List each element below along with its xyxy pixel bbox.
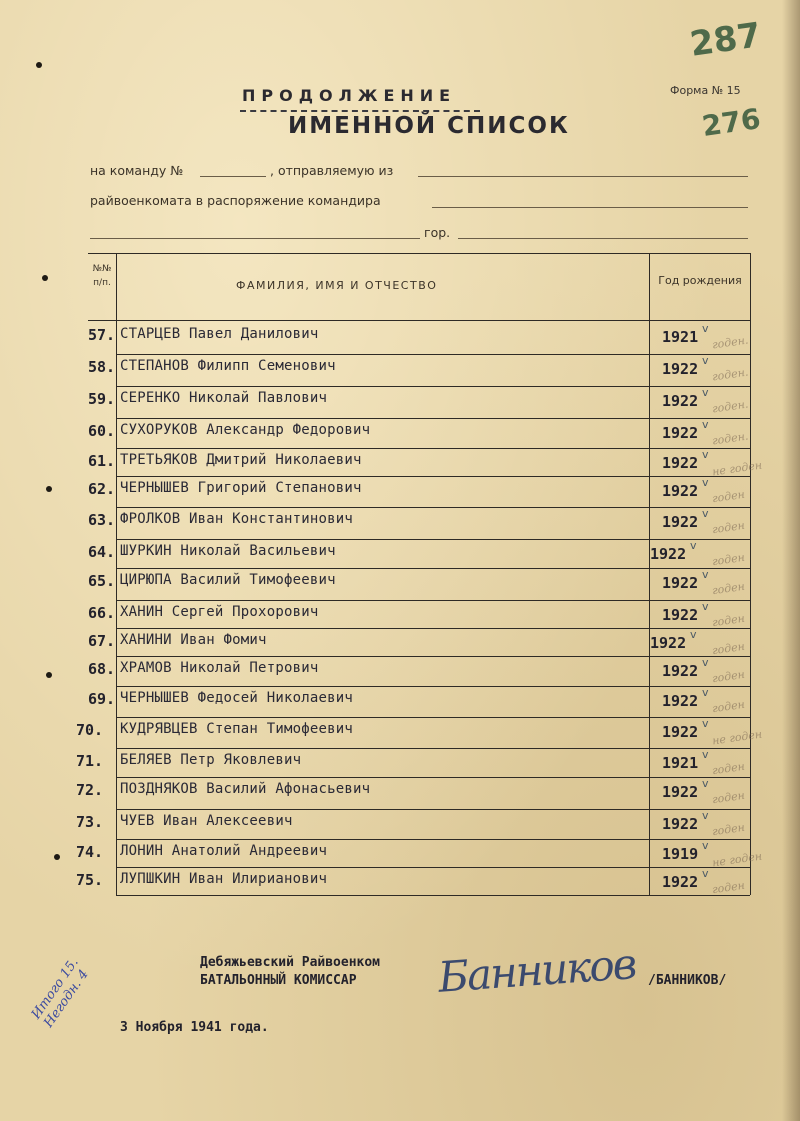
row-number: 67. xyxy=(88,632,116,650)
row-full-name: ХАНИН Сергей Прохорович xyxy=(120,604,319,620)
punch-hole xyxy=(42,275,48,281)
row-birth-year: 1922 xyxy=(662,783,699,801)
row-divider xyxy=(116,867,750,868)
punch-hole xyxy=(46,672,52,678)
sent-from-label: , отправляемую из xyxy=(270,163,394,178)
row-divider xyxy=(116,748,750,749)
margin-handwritten-note: Итого 15. Негодн. 4 xyxy=(28,955,92,1031)
city-label: гор. xyxy=(424,225,451,240)
row-number: 70. xyxy=(76,721,104,739)
check-mark: v xyxy=(690,628,697,641)
row-birth-year: 1922 xyxy=(662,606,699,624)
check-mark: v xyxy=(702,448,709,461)
handwritten-signature: Банников xyxy=(436,939,637,1002)
row-number: 58. xyxy=(88,358,116,376)
row-birth-year: 1922 xyxy=(662,662,699,680)
row-full-name: ХАНИНИ Иван Фомич xyxy=(120,632,267,648)
row-divider xyxy=(116,539,750,540)
row-fitness-note: не годен xyxy=(711,849,763,870)
row-birth-year: 1919 xyxy=(662,845,699,863)
row-divider xyxy=(116,777,750,778)
dashed-underline xyxy=(240,110,480,112)
row-birth-year: 1922 xyxy=(662,873,699,891)
row-birth-year: 1922 xyxy=(662,360,699,378)
row-number: 74. xyxy=(76,843,104,861)
row-divider xyxy=(116,354,750,355)
row-number: 73. xyxy=(76,813,104,831)
row-full-name: ЧЕРНЫШЕВ Григорий Степанович xyxy=(120,480,362,496)
check-mark: v xyxy=(702,418,709,431)
row-full-name: ЛУПШКИН Иван Илирианович xyxy=(120,871,328,887)
paper-edge-shadow xyxy=(782,0,800,1121)
row-fitness-note: не годен xyxy=(711,458,763,479)
row-fitness-note: годен. xyxy=(711,365,750,384)
check-mark: v xyxy=(702,809,709,822)
check-mark: v xyxy=(702,717,709,730)
row-full-name: ЧЕРНЫШЕВ Федосей Николаевич xyxy=(120,690,353,706)
table-bottom-border xyxy=(116,895,750,896)
row-birth-year: 1922 xyxy=(650,545,687,563)
punch-hole xyxy=(54,854,60,860)
row-number: 68. xyxy=(88,660,116,678)
table-right-border xyxy=(750,253,751,895)
military-office: Дебяжьевский Райвоенком xyxy=(200,955,381,970)
row-fitness-note: годен xyxy=(711,487,746,506)
row-birth-year: 1921 xyxy=(662,754,699,772)
row-fitness-note: годен xyxy=(711,550,746,569)
check-mark: v xyxy=(702,568,709,581)
row-full-name: ШУРКИН Николай Васильевич xyxy=(120,543,336,559)
row-birth-year: 1922 xyxy=(662,723,699,741)
fill-line xyxy=(200,176,266,177)
check-mark: v xyxy=(702,748,709,761)
fill-line xyxy=(90,238,420,239)
row-number: 69. xyxy=(88,690,116,708)
row-fitness-note: годен xyxy=(711,759,746,778)
check-mark: v xyxy=(690,539,697,552)
row-full-name: ТРЕТЬЯКОВ Дмитрий Николаевич xyxy=(120,452,362,468)
row-birth-year: 1921 xyxy=(662,328,699,346)
row-birth-year: 1922 xyxy=(662,424,699,442)
column-header-year: Год рождения xyxy=(658,274,742,287)
row-full-name: ЧУЕВ Иван Алексеевич xyxy=(120,813,293,829)
row-number: 63. xyxy=(88,511,116,529)
check-mark: v xyxy=(702,386,709,399)
punch-hole xyxy=(36,62,42,68)
row-full-name: ФРОЛКОВ Иван Константинович xyxy=(120,511,353,527)
row-birth-year: 1922 xyxy=(662,392,699,410)
row-number: 64. xyxy=(88,543,116,561)
table-col-divider xyxy=(649,253,650,895)
row-full-name: ЦИРЮПА Василий Тимофеевич xyxy=(120,572,336,588)
row-fitness-note: не годен xyxy=(711,727,763,748)
table-col-divider xyxy=(116,253,117,895)
row-divider xyxy=(116,507,750,508)
row-birth-year: 1922 xyxy=(662,482,699,500)
row-fitness-note: годен. xyxy=(711,333,750,352)
row-number: 61. xyxy=(88,452,116,470)
row-divider xyxy=(116,628,750,629)
row-full-name: КУДРЯВЦЕВ Степан Тимофеевич xyxy=(120,721,353,737)
team-number-label: на команду № xyxy=(90,163,184,178)
continuation-label: ПРОДОЛЖЕНИЕ xyxy=(242,86,457,105)
row-divider xyxy=(116,418,750,419)
row-full-name: СТЕПАНОВ Филипп Семенович xyxy=(120,358,336,374)
row-divider xyxy=(116,839,750,840)
column-header-number: №№ п/п. xyxy=(92,264,112,288)
row-number: 62. xyxy=(88,480,116,498)
row-fitness-note: годен xyxy=(711,667,746,686)
archive-number-top: 287 xyxy=(687,15,764,65)
row-divider xyxy=(116,809,750,810)
row-number: 65. xyxy=(88,572,116,590)
row-full-name: БЕЛЯЕВ Петр Яковлевич xyxy=(120,752,302,768)
row-divider xyxy=(116,686,750,687)
document-date: 3 Ноября 1941 года. xyxy=(120,1020,269,1035)
signer-rank: БАТАЛЬОННЫЙ КОМИССАР xyxy=(200,973,357,988)
check-mark: v xyxy=(702,839,709,852)
row-fitness-note: годен xyxy=(711,639,746,658)
commander-label: райвоенкомата в распоряжение командира xyxy=(90,193,381,208)
row-number: 66. xyxy=(88,604,116,622)
row-divider xyxy=(116,568,750,569)
row-number: 72. xyxy=(76,781,104,799)
row-birth-year: 1922 xyxy=(662,815,699,833)
row-divider xyxy=(116,448,750,449)
row-fitness-note: годен xyxy=(711,697,746,716)
check-mark: v xyxy=(702,476,709,489)
row-full-name: ЛОНИН Анатолий Андреевич xyxy=(120,843,328,859)
row-number: 57. xyxy=(88,326,116,344)
row-divider xyxy=(116,656,750,657)
table-top-border xyxy=(88,253,751,254)
row-divider xyxy=(116,476,750,477)
punch-hole xyxy=(46,486,52,492)
row-full-name: СЕРЕНКО Николай Павлович xyxy=(120,390,328,406)
form-number: Форма № 15 xyxy=(670,84,741,97)
row-fitness-note: годен xyxy=(711,518,746,537)
row-birth-year: 1922 xyxy=(662,574,699,592)
row-fitness-note: годен xyxy=(711,788,746,807)
signer-name: /БАННИКОВ/ xyxy=(648,973,727,988)
check-mark: v xyxy=(702,354,709,367)
row-birth-year: 1922 xyxy=(650,634,687,652)
check-mark: v xyxy=(702,600,709,613)
row-full-name: ПОЗДНЯКОВ Василий Афонасьевич xyxy=(120,781,371,797)
row-birth-year: 1922 xyxy=(662,454,699,472)
check-mark: v xyxy=(702,507,709,520)
fill-line xyxy=(458,238,748,239)
row-fitness-note: годен xyxy=(711,579,746,598)
row-full-name: ХРАМОВ Николай Петрович xyxy=(120,660,319,676)
table-header-border xyxy=(88,320,751,321)
row-number: 71. xyxy=(76,752,104,770)
row-fitness-note: годен. xyxy=(711,429,750,448)
row-number: 60. xyxy=(88,422,116,440)
row-divider xyxy=(116,386,750,387)
check-mark: v xyxy=(702,686,709,699)
row-fitness-note: годен. xyxy=(711,397,750,416)
fill-line xyxy=(418,176,748,177)
column-header-name: ФАМИЛИЯ, ИМЯ И ОТЧЕСТВО xyxy=(236,279,438,292)
row-number: 59. xyxy=(88,390,116,408)
check-mark: v xyxy=(702,777,709,790)
row-number: 75. xyxy=(76,871,104,889)
row-fitness-note: годен xyxy=(711,878,746,897)
row-full-name: СТАРЦЕВ Павел Данилович xyxy=(120,326,319,342)
document-title: ИМЕННОЙ СПИСОК xyxy=(288,113,570,139)
archive-number-second: 276 xyxy=(699,102,763,143)
check-mark: v xyxy=(702,656,709,669)
row-birth-year: 1922 xyxy=(662,692,699,710)
row-divider xyxy=(116,717,750,718)
check-mark: v xyxy=(702,867,709,880)
check-mark: v xyxy=(702,322,709,335)
row-fitness-note: годен xyxy=(711,611,746,630)
row-birth-year: 1922 xyxy=(662,513,699,531)
row-full-name: СУХОРУКОВ Александр Федорович xyxy=(120,422,371,438)
row-fitness-note: годен xyxy=(711,820,746,839)
fill-line xyxy=(432,207,748,208)
row-divider xyxy=(116,600,750,601)
